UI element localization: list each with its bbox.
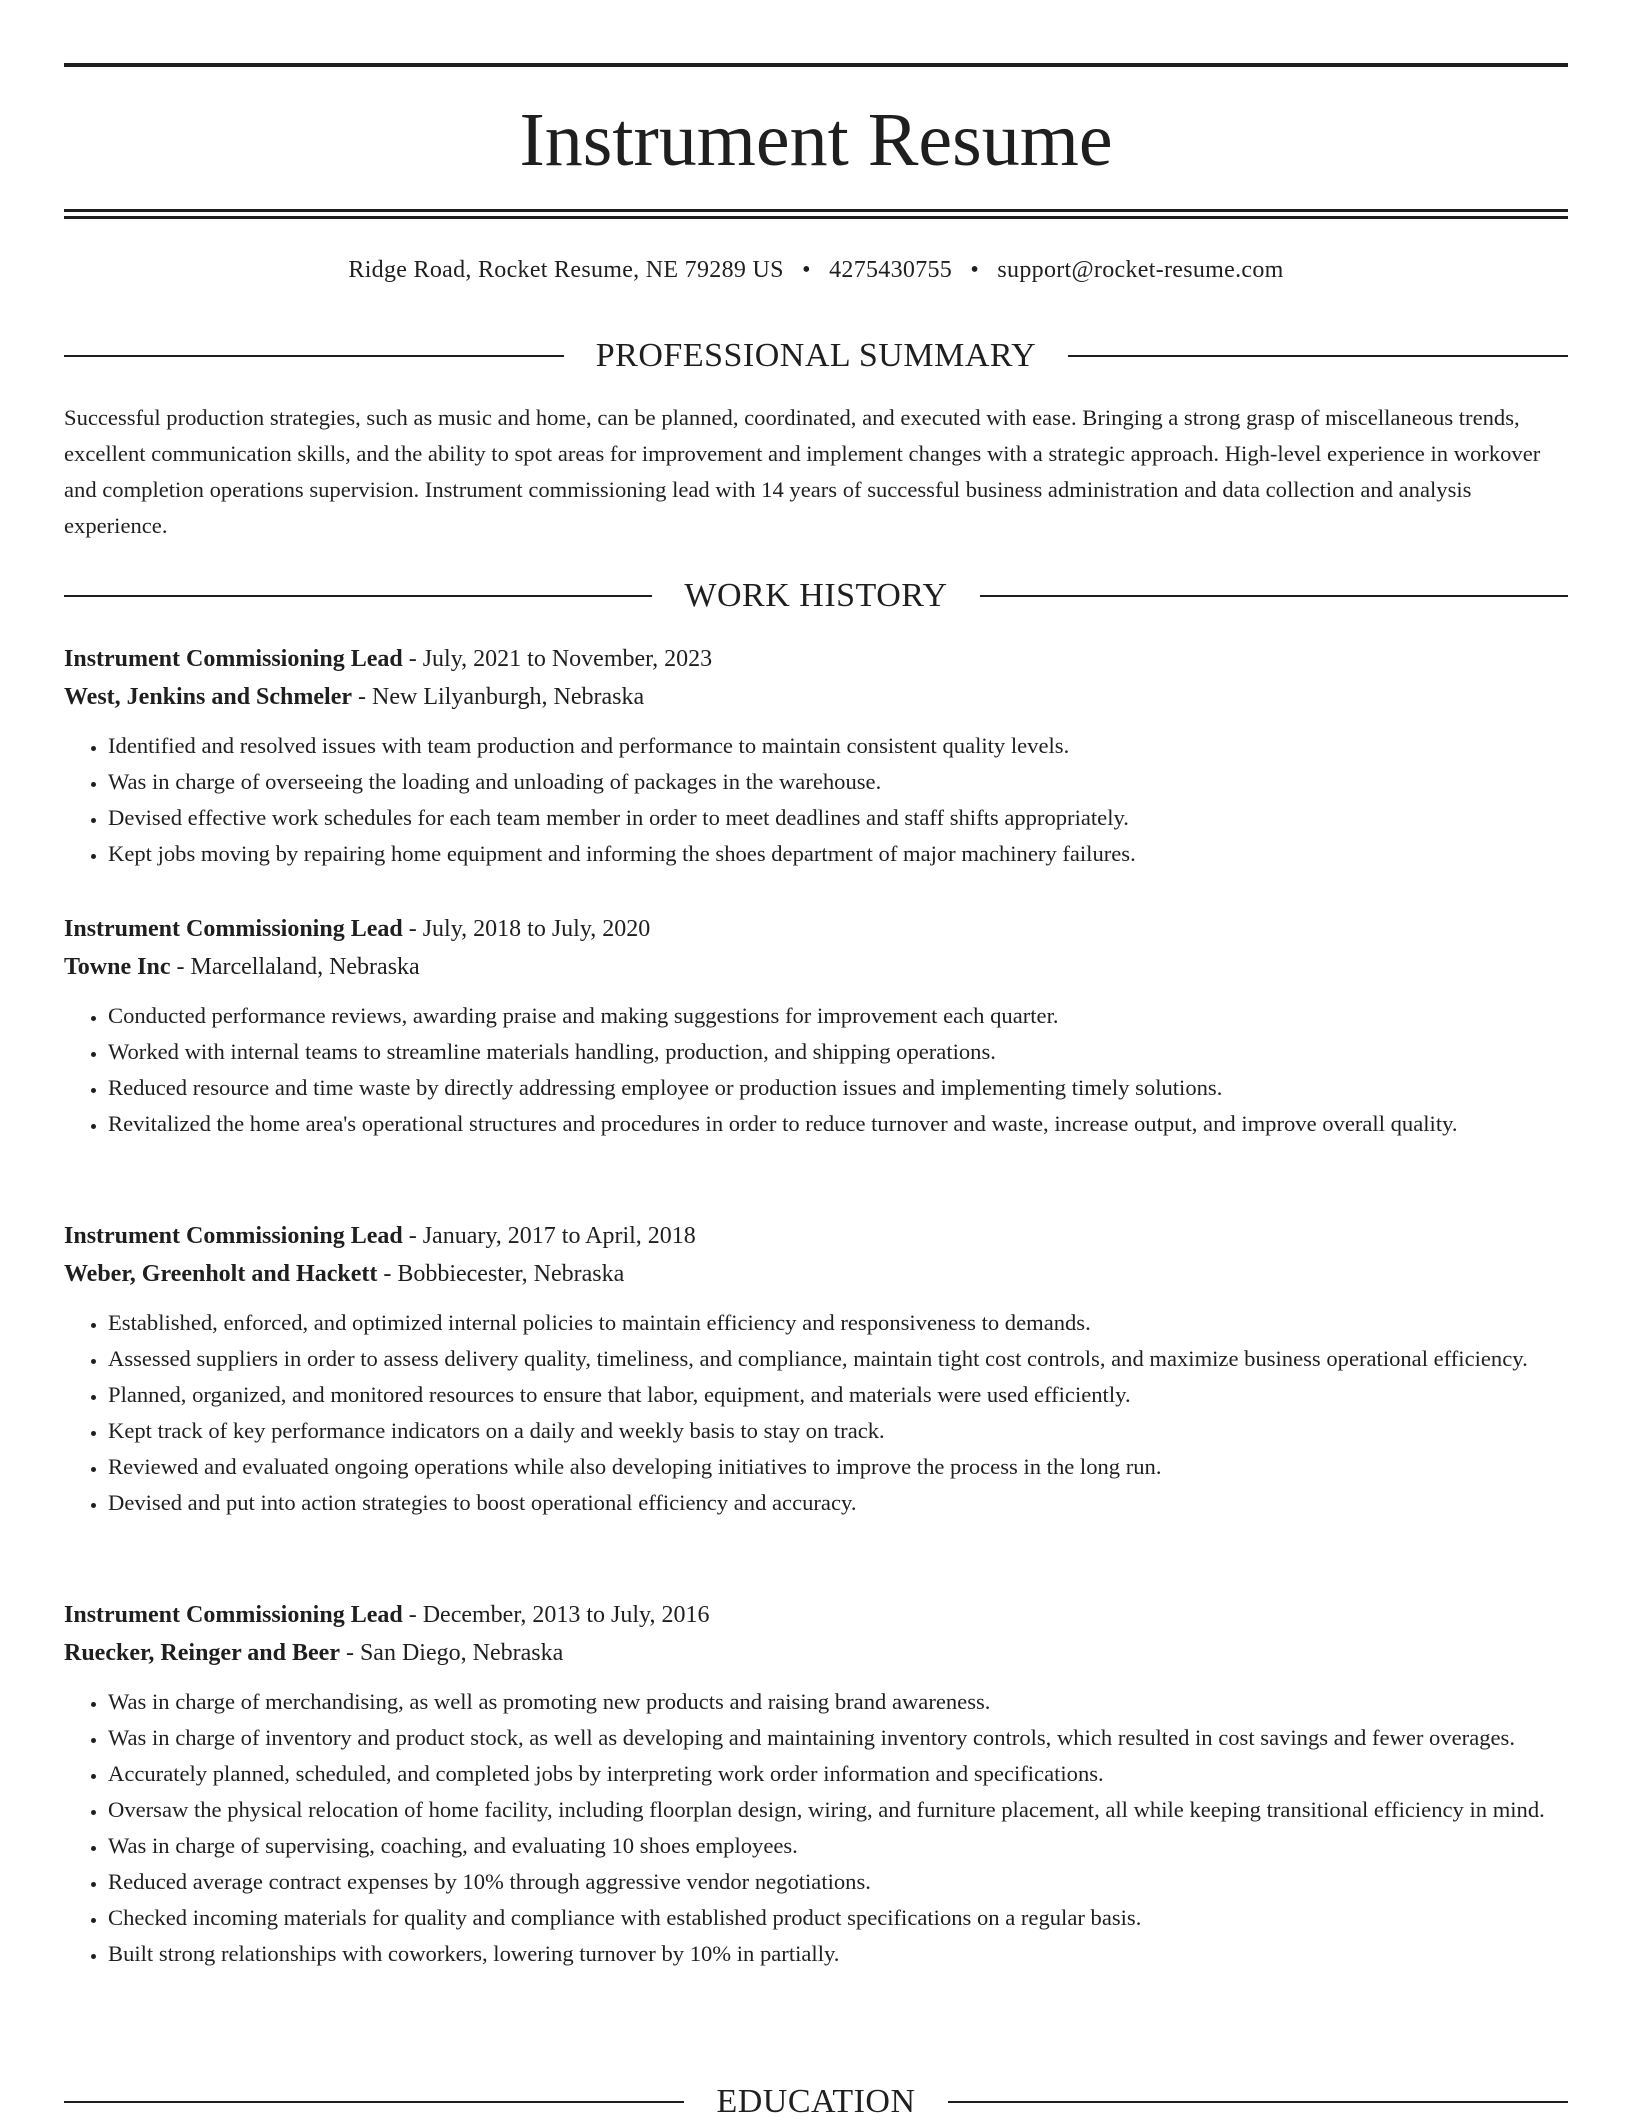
contact-address: Ridge Road, Rocket Resume, NE 79289 US [348,257,784,283]
job-dates: - January, 2017 to April, 2018 [402,1223,696,1249]
job-bullet: • Conducted performance reviews, awarding praise and making suggestions for improvement each quarter. [108,998,1568,1034]
heading-rule-right [980,595,1568,597]
job-bullet: • Established, enforced, and optimized internal policies to maintain efficiency and responsiveness to demands. [108,1305,1568,1341]
job-bullet: • Reviewed and evaluated ongoing operations while also developing initiatives to improve the process in the long run. [108,1449,1568,1485]
job-bullet: • Identified and resolved issues with team production and performance to maintain consistent quality levels. [108,728,1568,764]
job-bullet: • Kept track of key performance indicators on a daily and weekly basis to stay on track. [108,1413,1568,1449]
job-bullet: • Devised effective work schedules for each team member in order to meet deadlines and staff shifts appropriately. [108,800,1568,836]
job-location: - Bobbiecester, Nebraska [377,1261,625,1287]
heading-rule-left [64,2101,684,2103]
job-title-line [64,910,1568,948]
contact-separator: • [802,257,811,283]
job-title-line [64,640,1568,678]
header-bottom-rule-2 [64,216,1568,219]
job-title-line [64,1596,1568,1634]
job-bullet: • Reduced average contract expenses by 10% through aggressive vendor negotiations. [108,1864,1568,1900]
section-title: EDUCATION [716,2083,916,2120]
heading-rule-left [64,595,652,597]
job-company: Weber, Greenholt and Hackett [64,1261,378,1287]
contact-separator: • [970,257,980,283]
job-company-line [64,1255,1568,1293]
job-title: Instrument Commissioning Lead [64,646,403,672]
job-company: Ruecker, Reinger and Beer [64,1640,340,1666]
job-company: Towne Inc [64,954,171,980]
job-bullet: • Kept jobs moving by repairing home equipment and informing the shoes department of major machinery failures. [108,836,1568,872]
job-bullet: • Was in charge of supervising, coaching, and evaluating 10 shoes employees. [108,1828,1568,1864]
heading-rule-right [948,2101,1568,2103]
job-title: Instrument Commissioning Lead [64,1223,403,1249]
job-bullet: • Built strong relationships with coworkers, lowering turnover by 10% in partially. [108,1936,1568,1972]
job-bullet: • Devised and put into action strategies to boost operational efficiency and accuracy. [108,1485,1568,1521]
job-location: - San Diego, Nebraska [339,1640,564,1666]
job-entry [64,640,1568,872]
job-dates: - July, 2021 to November, 2023 [402,646,713,672]
section-heading-summary [64,334,1568,378]
job-company-line [64,948,1568,986]
section-heading-work-history [64,574,1568,618]
section-title: PROFESSIONAL SUMMARY [595,337,1037,374]
job-entry [64,1596,1568,1972]
job-company-line [64,678,1568,716]
heading-rule-left [64,355,564,357]
job-title: Instrument Commissioning Lead [64,1602,403,1628]
summary-text: Successful production strategies, such as music and home, can be planned, coordinated, and executed with ease. Bringing a strong grasp of miscellaneous trends, excellent communication skills, and the ability to spot areas for improvement and implement changes with a strategic approach. High-level experience in workover and completion operations supervision. Instrument commissioning lead with 14 years of successful business administration and data collection and analysis experience. [64,405,1541,538]
job-dates: - July, 2018 to July, 2020 [402,916,651,942]
job-bullet: • Oversaw the physical relocation of home facility, including floorplan design, wiring, and furniture placement, all while keeping transitional efficiency in mind. [108,1792,1568,1828]
job-entry [64,1217,1568,1521]
job-dates: - December, 2013 to July, 2016 [402,1602,710,1628]
resume-title: Instrument Resume [519,98,1113,182]
job-company: West, Jenkins and Schmeler [64,684,353,710]
job-bullet: • Planned, organized, and monitored resources to ensure that labor, equipment, and materials were used efficiently. [108,1377,1568,1413]
job-bullets [64,1684,1568,1972]
contact-line [64,254,1568,286]
job-bullets [64,728,1568,872]
job-bullet: • Worked with internal teams to streamline materials handling, production, and shipping operations. [108,1034,1568,1070]
job-title: Instrument Commissioning Lead [64,916,403,942]
job-location: - Marcellaland, Nebraska [170,954,420,980]
job-bullets [64,1305,1568,1521]
job-bullets [64,998,1568,1142]
job-bullet: • Reduced resource and time waste by directly addressing employee or production issues and implementing timely solutions. [108,1070,1568,1106]
job-bullet: • Accurately planned, scheduled, and completed jobs by interpreting work order information and specifications. [108,1756,1568,1792]
job-bullet: • Was in charge of merchandising, as well as promoting new products and raising brand awareness. [108,1684,1568,1720]
job-title-line [64,1217,1568,1255]
job-bullet: • Was in charge of overseeing the loading and unloading of packages in the warehouse. [108,764,1568,800]
section-title: WORK HISTORY [684,577,948,614]
contact-phone: 4275430755 [829,257,953,283]
heading-rule-right [1068,355,1568,357]
header-top-rule [64,63,1568,67]
section-heading-education [64,2080,1568,2124]
job-bullet: • Revitalized the home area's operational structures and procedures in order to reduce turnover and waste, increase output, and improve overall quality. [108,1106,1568,1142]
header-bottom-rule [64,209,1568,212]
job-location: - New Lilyanburgh, Nebraska [352,684,645,710]
job-entry [64,910,1568,1142]
contact-email: support@rocket-resume.com [997,257,1284,283]
job-bullet: • Checked incoming materials for quality and compliance with established product specifications on a regular basis. [108,1900,1568,1936]
job-bullet: • Assessed suppliers in order to assess delivery quality, timeliness, and compliance, maintain tight cost controls, and maximize business operational efficiency. [108,1341,1568,1377]
job-company-line [64,1634,1568,1672]
job-bullet: • Was in charge of inventory and product stock, as well as developing and maintaining inventory controls, which resulted in cost savings and fewer overages. [108,1720,1568,1756]
